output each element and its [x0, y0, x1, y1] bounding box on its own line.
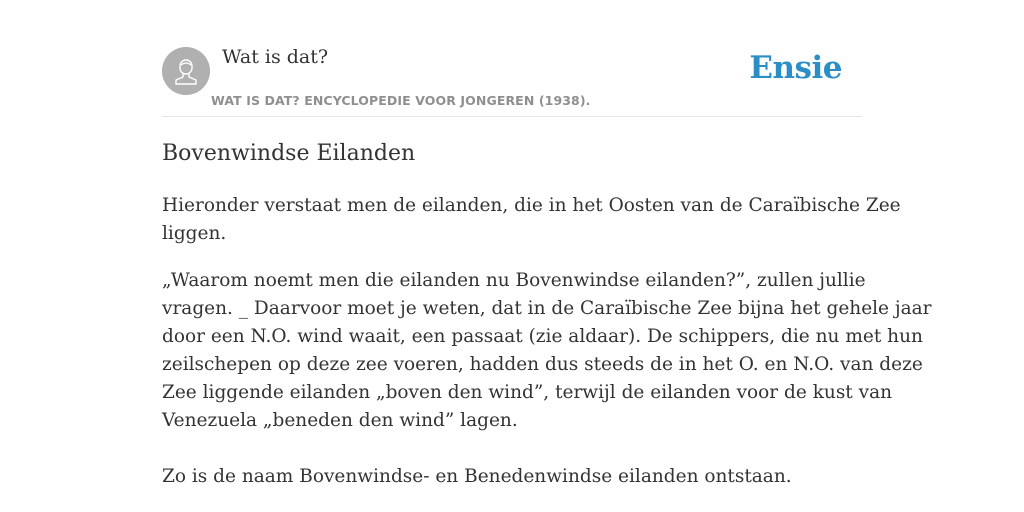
paragraph-line: liggen.: [162, 223, 227, 244]
ensie-logo[interactable]: Ensie: [749, 50, 842, 86]
article-page: [162, 0, 932, 512]
paragraph-3: [162, 463, 862, 491]
source-title[interactable]: Wat is dat?: [222, 46, 329, 68]
paragraph-line: Venezuela „beneden den wind” lagen.: [162, 410, 518, 431]
paragraph-line: „Waarom noemt men die eilanden nu Bovenwindse eilanden?”, zullen jullie: [162, 270, 866, 291]
paragraph-1: [162, 192, 901, 248]
paragraph-line: vragen. _ Daarvoor moet je weten, dat in de Caraïbische Zee bijna het gehele jaar: [162, 298, 932, 319]
paragraph-2: [162, 267, 932, 435]
user-icon[interactable]: [162, 47, 210, 95]
paragraph-line: door een N.O. wind waait, een passaat (zie aldaar). De schippers, die nu met hun: [162, 326, 923, 347]
paragraph-line: Zee liggende eilanden „boven den wind”, terwijl de eilanden voor de kust van: [162, 382, 893, 403]
source-subtitle: WAT IS DAT? ENCYCLOPEDIE VOOR JONGEREN (1938).: [211, 93, 591, 108]
source-header: [162, 0, 862, 117]
paragraph-line: Zo is de naam Bovenwindse- en Benedenwindse eilanden ontstaan.: [162, 466, 792, 487]
article-title: Bovenwindse Eilanden: [162, 141, 416, 166]
paragraph-line: Hieronder verstaat men de eilanden, die in het Oosten van de Caraïbische Zee: [162, 195, 901, 216]
paragraph-line: zeilschepen op deze zee voeren, hadden dus steeds de in het O. en N.O. van deze: [162, 354, 923, 375]
